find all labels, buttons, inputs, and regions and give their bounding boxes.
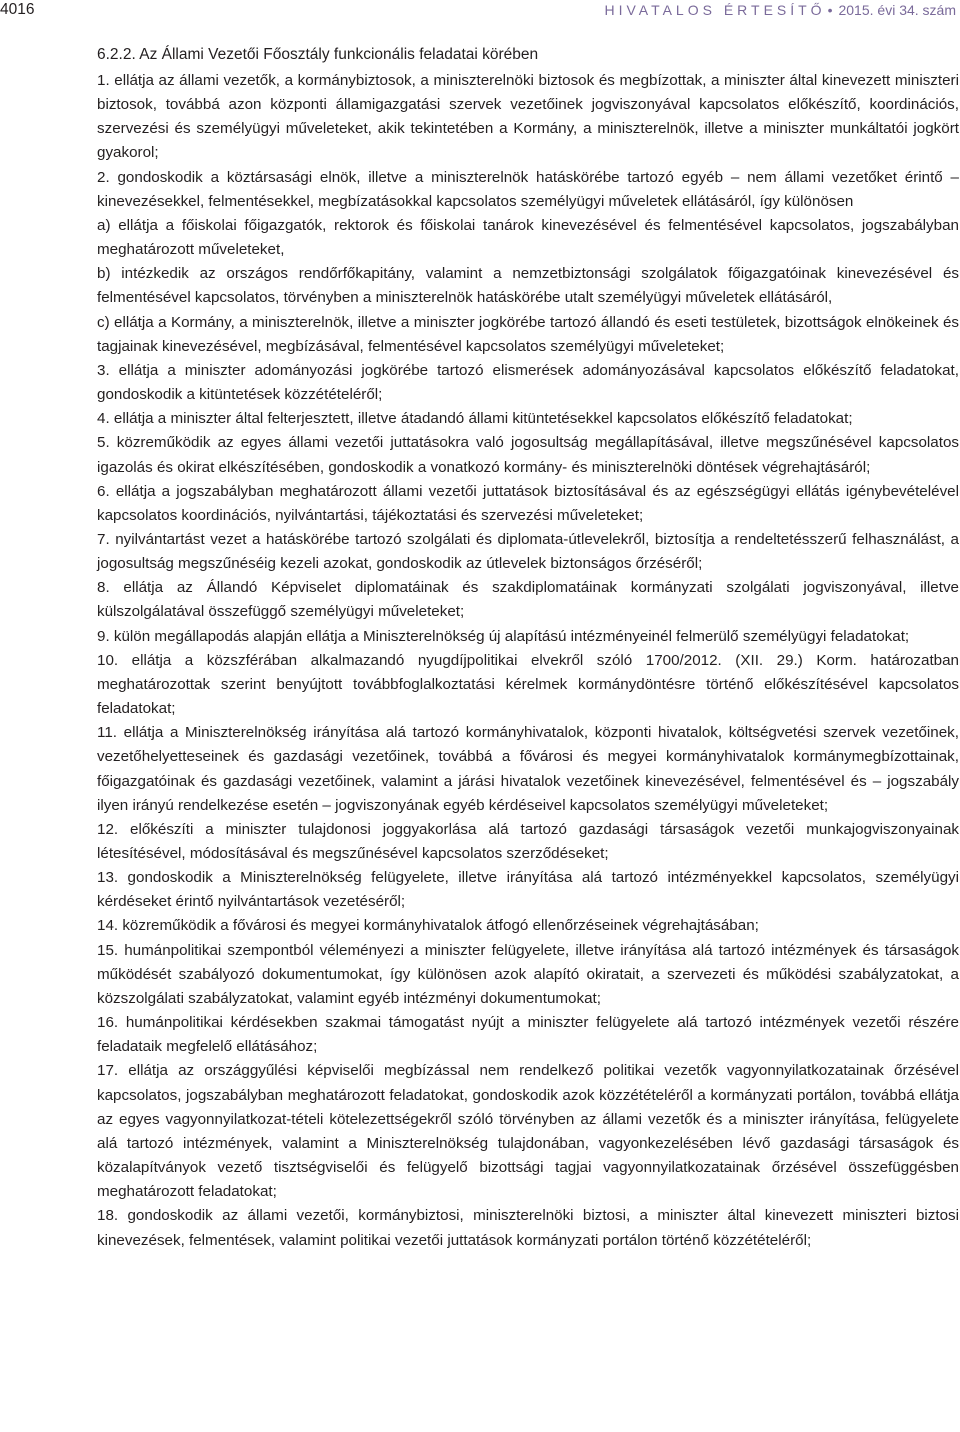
issue-label: 2015. évi 34. szám xyxy=(838,2,956,18)
paragraph-9: 9. külön megállapodás alapján ellátja a Miniszterelnökség új alapítású intézményeinél felmerülő személyügyi feladatokat; xyxy=(97,627,910,645)
paragraph-1: 1. ellátja az állami vezetők, a kormánybiztosok, a miniszterelnöki biztosok és megbízottak, a miniszter által kinevezett miniszteri biztosok, továbbá azon központi államigazgatási szervek vezetőinek jogviszonyával kapcsolatos előkészítő, koordinációs, szervezési és személyügyi műveleteket, akik tekintetében a Kormány, a miniszterelnök, illetve a miniszter munkáltatói jogkört gyakorol; xyxy=(97,72,959,162)
paragraph-2: 2. gondoskodik a köztársasági elnök, illetve a miniszterelnök hatáskörébe tartozó egyéb – nem állami vezetőket érintő – kinevezésekkel, felmentésekkel, megbízatásokkal kapcsolatos személyügyi műveletek ellátásáról, így különösen xyxy=(97,168,959,210)
paragraph-7: 7. nyilvántartást vezet a hatáskörébe tartozó szolgálati és diplomata-útlevelekről, biztosítja a rendeltetésszerű felhasználást, a jogosultság megszűnéséig kezeli azokat, gondoskodik az útlevelek biztonságos őrzéséről; xyxy=(97,530,959,573)
page-number: 4016 xyxy=(0,1,35,18)
paragraph-5: 5. közreműködik az egyes állami vezetői juttatásokra való jogosultság megállapításával, illetve megszűnésével kapcsolatos igazolás és okirat elkészítésében, gondoskodik a vonatkozó kormány- és miniszterelnöki döntések végrehajtásáról; xyxy=(97,434,959,476)
paragraph-2c: c) ellátja a Kormány, a miniszterelnök, illetve a miniszter jogkörébe tartozó állandó és eseti testületek, bizottságok elnökeinek és tagjainak kinevezésével, megbízásával, felmentésével kapcsolatos személyügyi műveleteket; xyxy=(97,313,959,355)
paragraph-6: 6. ellátja a jogszabályban meghatározott állami vezetői juttatások biztosításával és az egészségügyi ellátás igénybevételével kapcsolatos koordinációs, nyilvántartási, tájékoztatási és szervezési műveleteket; xyxy=(97,482,959,524)
section-title: 6.2.2. Az Állami Vezetői Főosztály funkcionális feladatai körében xyxy=(97,46,539,63)
paragraph-15: 15. humánpolitikai szempontból véleményezi a miniszter felügyelete, illetve irányítása alá tartozó intézmények és társaságok működését szabályozó dokumentumokat, így különösen azok alapító okiratait, a szervezeti és működési szabályzatokat, a közszolgálati szabályzatokat, valamint egyéb intézményi dokumentumokat; xyxy=(97,941,959,1007)
paragraph-8: 8. ellátja az Állandó Képviselet diplomatáinak és szakdiplomatáinak kormányzati szolgálati jogviszonyával, illetve külszolgálatával összefüggő személyügyi műveleteket; xyxy=(97,579,959,621)
header-separator: • xyxy=(827,2,833,18)
paragraph-2a: a) ellátja a főiskolai főigazgatók, rektorok és főiskolai tanárok kinevezésével és felmentésével kapcsolatos, jogszabályban meghatározott műveleteket, xyxy=(97,216,959,259)
journal-title: HIVATALOS ÉRTESÍTŐ xyxy=(604,2,826,18)
paragraph-14: 14. közreműködik a fővárosi és megyei kormányhivatalok átfogó ellenőrzéseinek végrehajtásában; xyxy=(97,917,759,935)
paragraph-13: 13. gondoskodik a Miniszterelnökség felügyelete, illetve irányítása alá tartozó intézményekkel kapcsolatos, személyügyi kérdéseket érintő nyilvántartások vezetéséről; xyxy=(97,869,959,911)
document-body xyxy=(97,45,959,1253)
paragraph-3: 3. ellátja a miniszter adományozási jogkörébe tartozó elismerések adományozásával kapcsolatos előkészítő feladatokat, gondoskodik a kitüntetések közzétételéről; xyxy=(97,361,959,404)
paragraph-16: 16. humánpolitikai kérdésekben szakmai támogatást nyújt a miniszter felügyelete alá tartozó intézmények vezetői részére feladataik megfelelő ellátásához; xyxy=(97,1014,959,1056)
paragraph-2b: b) intézkedik az országos rendőrfőkapitány, valamint a nemzetbiztonsági szolgálatok főigazgatóinak kinevezésével és felmentésével kapcsolatos, törvényben a miniszterelnök hatáskörébe utalt személyügyi műveletek ellátásáról, xyxy=(97,265,959,307)
page-header xyxy=(0,0,960,28)
paragraph-10: 10. ellátja a közszférában alkalmazandó nyugdíjpolitikai elvekről szóló 1700/2012. (XII. 29.) Korm. határozatban meghatározottak szerint benyújtott továbbfoglalkoztatási kérelmek kormánydöntésre történő előkészítésével kapcsolatos feladatokat; xyxy=(97,651,959,718)
paragraph-18: 18. gondoskodik az állami vezetői, kormánybiztosi, miniszterelnöki biztosi, a miniszter által kinevezett miniszteri biztosi kinevezések, felmentések, valamint politikai vezetői juttatások kormányzati portálon történő közzétételéről; xyxy=(97,1207,959,1249)
paragraph-11: 11. ellátja a Miniszterelnökség irányítása alá tartozó kormányhivatalok, központi hivatalok, költségvetési szervek vezetőinek, vezetőhelyetteseinek és gazdasági vezetőinek, továbbá a fővárosi és megyei kormányhivatalok kormánymegbízottainak, főigazgatóinak és gazdasági vezetőinek, valamint a járási hivatalok vezetőinek kinevezésével, felmentésével és – jogszabály ilyen irányú rendelkezése esetén – jogviszonyának egyéb kérdéseivel kapcsolatos személyügyi műveleteket; xyxy=(97,724,959,814)
paragraph-4: 4. ellátja a miniszter által felterjesztett, illetve átadandó állami kitüntetésekkel kapcsolatos előkészítő feladatokat; xyxy=(97,410,853,428)
journal-masthead xyxy=(604,0,956,20)
paragraph-12: 12. előkészíti a miniszter tulajdonosi joggyakorlása alá tartozó gazdasági társaságok vezetői munkajogviszonyainak létesítésével, módosításával és megszűnésével kapcsolatos szerződéseket; xyxy=(97,820,959,862)
paragraph-17: 17. ellátja az országgyűlési képviselői megbízással nem rendelkező politikai vezetők vagyonnyilatkozatainak őrzésével kapcsolatos, jogszabályban meghatározott feladatokat, gondoskodik azok közzétételéről a kormányzati portálon, továbbá ellátja az egyes vagyonnyilatkozat-tételi kötelezettségekről szóló törvényben az állami vezetők és a miniszter irányítása, felügyelete alá tartozó intézmények, valamint a Miniszterelnökség tulajdonában, vagyonkezelésében lévő gazdasági társaságok és közalapítványok vezető tisztségviselői és felügyelő bizottsági tagjai vagyonnyilatkozatainak őrzésével összefüggésben meghatározott feladatokat; xyxy=(97,1062,959,1201)
